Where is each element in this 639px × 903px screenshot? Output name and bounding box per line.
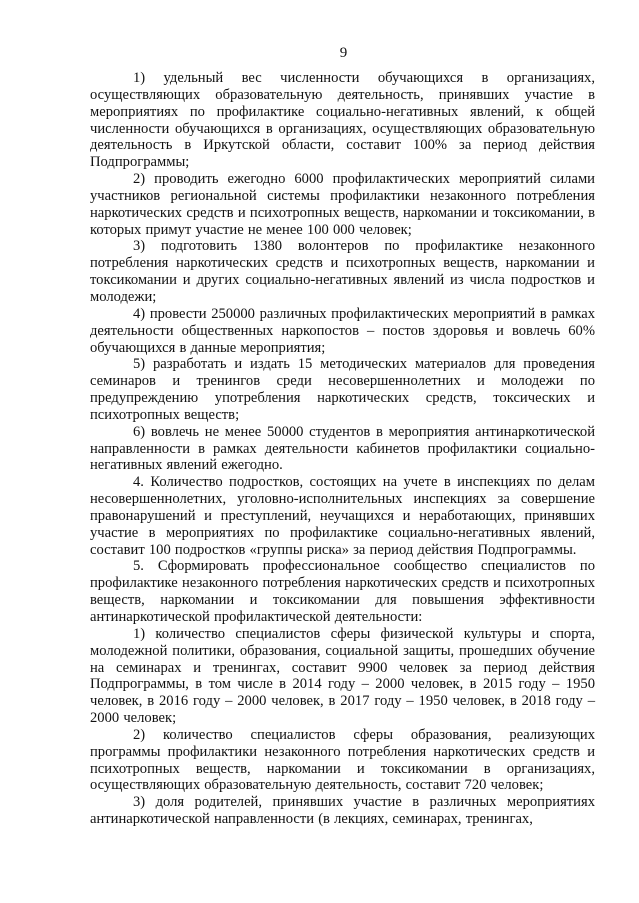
paragraph: 5) разработать и издать 15 методических материалов для проведения семинаров и тренингов среди несовершеннолетних и молодежи по предупреждению употребления наркотических средств, токсических и психотропных веществ;	[90, 356, 595, 423]
paragraph: 3) подготовить 1380 волонтеров по профилактике незаконного потребления наркотических средств и психотропных веществ, наркомании и токсикомании и других социально-негативных явлений из числа подростков и молодежи;	[90, 238, 595, 305]
paragraph: 2) количество специалистов сферы образования, реализующих программы профилактики незаконного потребления наркотических средств и психотропных веществ, наркомании и токсикомании в организациях, осуществляющих образовательную деятельность, составит 720 человек;	[90, 726, 595, 794]
paragraph: 1) удельный вес численности обучающихся в организациях, осуществляющих образовательную деятельность, принявших участие в мероприятиях по профилактике социально-негативных явлений, к общей численности обучающихся в организациях, осуществляющих образовательную деятельность в Иркутской области, составит 100% за период действия Подпрограммы;	[90, 70, 595, 171]
page-number: 9	[339, 45, 348, 61]
paragraph: 2) проводить ежегодно 6000 профилактических мероприятий силами участников региональной системы профилактики незаконного потребления наркотических средств и психотропных веществ, наркомании и токсикомании, в которых примут участие не менее 100 000 человек;	[90, 171, 595, 238]
paragraph: 3) доля родителей, принявших участие в различных мероприятиях антинаркотической направленности (в лекциях, семинарах, тренингах,	[90, 794, 595, 828]
paragraph: 1) количество специалистов сферы физической культуры и спорта, молодежной политики, образования, социальной защиты, прошедших обучение на семинарах и тренингах, составит 9900 человек за период действия Подпрограммы, в том числе в 2014 году – 2000 человек, в 2015 году – 1950 человек, в 2016 году – 2000 человек, в 2017 году – 1950 человек, в 2018 году – 2000 человек;	[90, 625, 595, 727]
paragraph: 4. Количество подростков, состоящих на учете в инспекциях по делам несовершеннолетних, уголовно-исполнительных инспекциях за совершение правонарушений и преступлений, неучащихся и неработающих, принявших участие в мероприятиях по профилактике социально-негативных явлений, составит 100 подростков «группы риска» за период действия Подпрограммы.	[90, 474, 595, 558]
paragraph: 4) провести 250000 различных профилактических мероприятий в рамках деятельности общественных наркопостов – постов здоровья и вовлечь 60% обучающихся в данные мероприятия;	[90, 305, 595, 356]
paragraph: 5. Сформировать профессиональное сообщество специалистов по профилактике незаконного потребления наркотических средств и психотропных веществ, наркомании и токсикомании для повышения эффективности антинаркотической профилактической деятельности:	[90, 558, 595, 625]
paragraph: 6) вовлечь не менее 50000 студентов в мероприятия антинаркотической направленности в рамках деятельности кабинетов профилактики социально-негативных явлений ежегодно.	[90, 423, 595, 474]
